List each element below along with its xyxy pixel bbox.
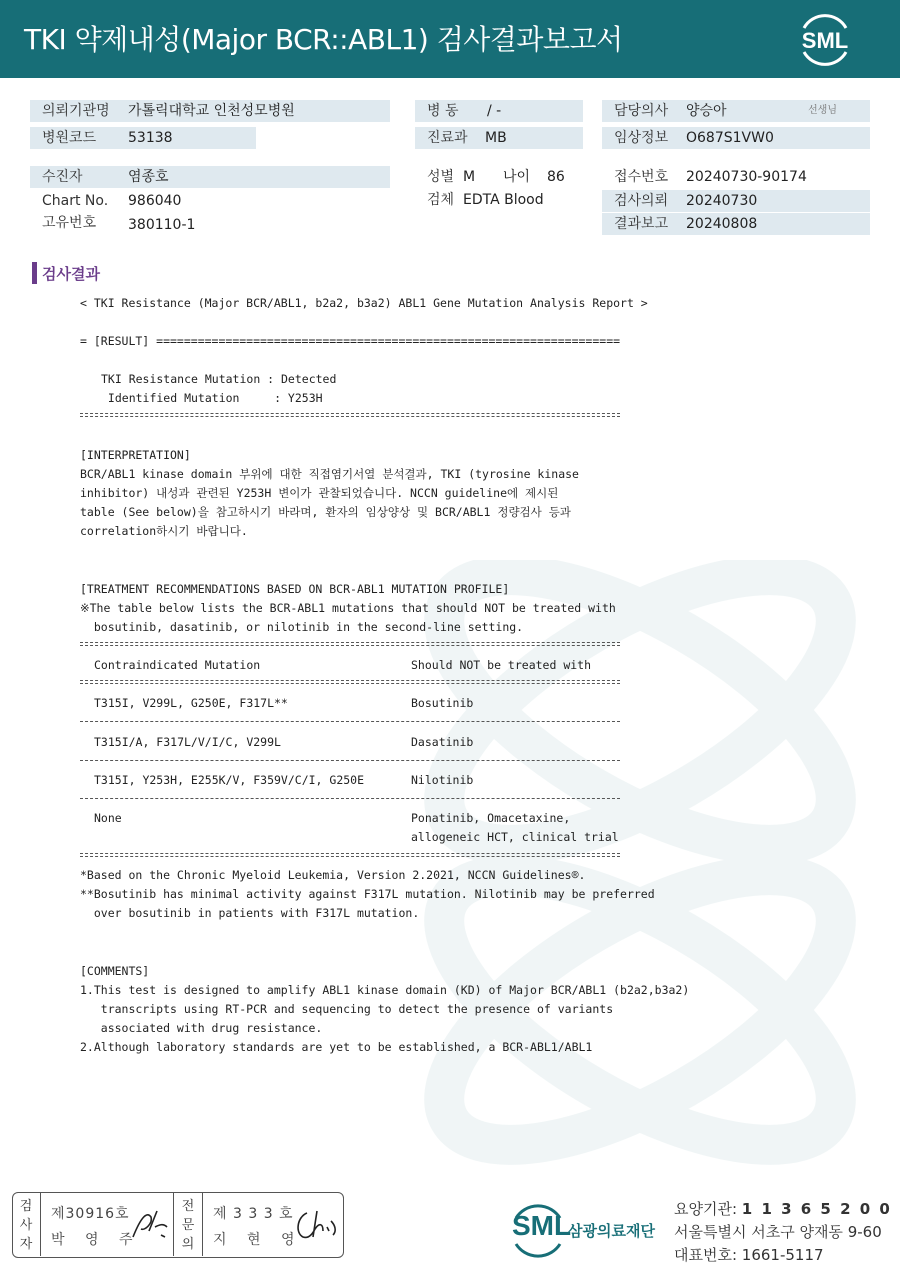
- receipt-label: 접수번호: [614, 169, 669, 185]
- comment-line: transcripts using RT-PCR and sequencing to detect the presence of variants: [80, 1002, 614, 1016]
- comments-label: [COMMENTS]: [80, 964, 150, 978]
- patient-label: 수진자: [42, 169, 83, 185]
- divider: [173, 1193, 174, 1256]
- comment-line: 1.This test is designed to amplify ABL1 kinase domain (KD) of Major BCR/ABL1 (b2a2,b3a2): [80, 983, 690, 997]
- treatment-note-1: ※The table below lists the BCR-ABL1 mutations that should NOT be treated with: [80, 601, 616, 615]
- table-cell-mutation: None: [94, 811, 122, 825]
- table-cell-drug: Dasatinib: [411, 735, 474, 749]
- sex-value: M: [463, 169, 476, 185]
- section-title: 검사결과: [42, 265, 100, 283]
- unique-label: 고유번호: [42, 215, 97, 231]
- divider: [80, 680, 620, 684]
- dept-row: [415, 127, 583, 149]
- doctor-value: 양승아: [686, 103, 727, 119]
- footer-address: 서울특별시 서초구 양재동 9-60: [674, 1223, 882, 1241]
- inspector-signature-icon: [131, 1207, 171, 1243]
- ward-row: [415, 100, 583, 122]
- sex-age-row: [415, 166, 585, 188]
- treatment-label: [TREATMENT RECOMMENDATIONS BASED ON BCR-ABL1 MUTATION PROFILE]: [80, 582, 510, 596]
- table-cell-drug-cont: allogeneic HCT, clinical trial: [411, 830, 619, 844]
- footer-logo: [508, 1200, 668, 1260]
- clinical-value: O687S1VW0: [686, 130, 774, 146]
- hospital-code-value: 53138: [128, 130, 173, 146]
- divider: [80, 642, 620, 646]
- chart-row: [30, 190, 390, 212]
- divider: [80, 760, 620, 761]
- footnote-1: *Based on the Chronic Myeloid Leukemia, Version 2.2021, NCCN Guidelines®.: [80, 868, 586, 882]
- chart-label: Chart No.: [42, 193, 109, 209]
- signature-box: [12, 1192, 344, 1258]
- specimen-row: [415, 189, 585, 211]
- hospital-code-row: [30, 127, 256, 149]
- table-cell-drug: Bosutinib: [411, 696, 474, 710]
- result-line-1: TKI Resistance Mutation : Detected: [101, 372, 337, 386]
- interpretation-line: correlation하시기 바랍니다.: [80, 524, 248, 538]
- patient-value: 염종호: [128, 169, 169, 185]
- table-cell-drug: Nilotinib: [411, 773, 474, 787]
- dept-label: 진료과: [427, 130, 468, 146]
- request-value: 20240730: [686, 193, 758, 209]
- divider: [202, 1193, 203, 1256]
- comment-line: 2.Although laboratory standards are yet to be established, a BCR-ABL1/ABL1: [80, 1040, 593, 1054]
- divider: [80, 798, 620, 799]
- unique-value: 380110-1: [128, 217, 196, 233]
- report-heading: < TKI Resistance (Major BCR/ABL1, b2a2, b3a2) ABL1 Gene Mutation Analysis Report >: [80, 296, 648, 310]
- table-cell-mutation: T315I/A, F317L/V/I/C, V299L: [94, 735, 281, 749]
- age-value: 86: [547, 169, 565, 185]
- result-line-2: Identified Mutation : Y253H: [101, 391, 323, 405]
- ward-value: / -: [487, 103, 502, 119]
- doctor-row: [602, 100, 870, 122]
- clinical-label: 임상정보: [614, 130, 669, 146]
- hospital-code-label: 병원코드: [42, 130, 97, 146]
- logo-text: SML: [801, 28, 849, 53]
- report-date-label: 결과보고: [614, 216, 669, 232]
- patient-row: [30, 166, 390, 188]
- report-date-value: 20240808: [686, 216, 758, 232]
- treatment-note-2: bosutinib, dasatinib, or nilotinib in the second-line setting.: [80, 620, 524, 634]
- interpretation-line: table (See below)을 참고하시기 바라며, 환자의 임상양상 및 BCR/ABL1 정량검사 등과: [80, 505, 571, 519]
- doctor-label: 담당의사: [614, 103, 669, 119]
- dept-value: MB: [485, 130, 507, 146]
- interpretation-line: BCR/ABL1 kinase domain 부위에 대한 직접염기서열 분석결과, TKI (tyrosine kinase: [80, 467, 579, 481]
- divider: [80, 413, 620, 417]
- specialist-license: 제 3 3 3 호: [213, 1206, 294, 1222]
- inspector-license: 제30916호: [51, 1206, 130, 1222]
- chart-value: 986040: [128, 193, 182, 209]
- table-cell-drug: Ponatinib, Omacetaxine,: [411, 811, 571, 825]
- divider: [40, 1193, 41, 1256]
- report-date-row: [602, 213, 870, 235]
- footer-phone: 대표번호: 1661-5117: [674, 1246, 824, 1264]
- result-label: = [RESULT] ===================================================================: [80, 334, 621, 348]
- ward-label: 병 동: [427, 103, 459, 119]
- doctor-note: 선생님: [808, 105, 837, 116]
- table-header-mutation: Contraindicated Mutation: [94, 658, 261, 672]
- report-header: [0, 0, 900, 78]
- specialist-label: 전 문 의: [181, 1199, 195, 1252]
- section-accent-bar: [32, 262, 37, 284]
- institution-label: 의뢰기관명: [42, 103, 110, 119]
- table-header-drug: Should NOT be treated with: [411, 658, 592, 672]
- request-row: [602, 190, 870, 212]
- report-title: TKI 약제내성(Major BCR::ABL1) 검사결과보고서: [24, 23, 623, 56]
- interpretation-label: [INTERPRETATION]: [80, 448, 191, 462]
- interpretation-line: inhibitor) 내성과 관련된 Y253H 변이가 관찰되었습니다. NCCN guideline에 제시된: [80, 486, 559, 500]
- divider: [80, 853, 620, 857]
- table-cell-mutation: T315I, V299L, G250E, F317L**: [94, 696, 288, 710]
- institution-row: [30, 100, 390, 122]
- sml-logo-icon: [796, 12, 854, 66]
- table-cell-mutation: T315I, Y253H, E255K/V, F359V/C/I, G250E: [94, 773, 365, 787]
- inspector-label: 검 사 자: [19, 1199, 33, 1252]
- institution-value: 가톨릭대학교 인천성모병원: [128, 103, 295, 119]
- footnote-2: **Bosutinib has minimal activity against F317L mutation. Nilotinib may be preferred: [80, 887, 655, 901]
- divider: [80, 721, 620, 722]
- receipt-value: 20240730-90174: [686, 169, 807, 185]
- footnote-3: over bosutinib in patients with F317L mutation.: [80, 906, 420, 920]
- comment-line: associated with drug resistance.: [80, 1021, 323, 1035]
- specimen-value: EDTA Blood: [463, 192, 544, 208]
- request-label: 검사의뢰: [614, 193, 669, 209]
- footer-org-name: 삼광의료재단: [568, 1222, 655, 1240]
- footer-logo-text: SML: [512, 1210, 572, 1241]
- unique-row: [30, 212, 390, 234]
- sex-label: 성별: [427, 169, 455, 185]
- specimen-label: 검체: [427, 192, 455, 208]
- receipt-row: [602, 166, 870, 188]
- specialist-signature-icon: [293, 1207, 339, 1243]
- institution-code: 요양기관: 1 1 3 6 5 2 0 0: [674, 1200, 892, 1218]
- clinical-row: [602, 127, 870, 149]
- specialist-name: 지 현 영: [213, 1232, 303, 1248]
- inspector-name: 박 영 주: [51, 1232, 141, 1248]
- age-label: 나이: [503, 169, 531, 185]
